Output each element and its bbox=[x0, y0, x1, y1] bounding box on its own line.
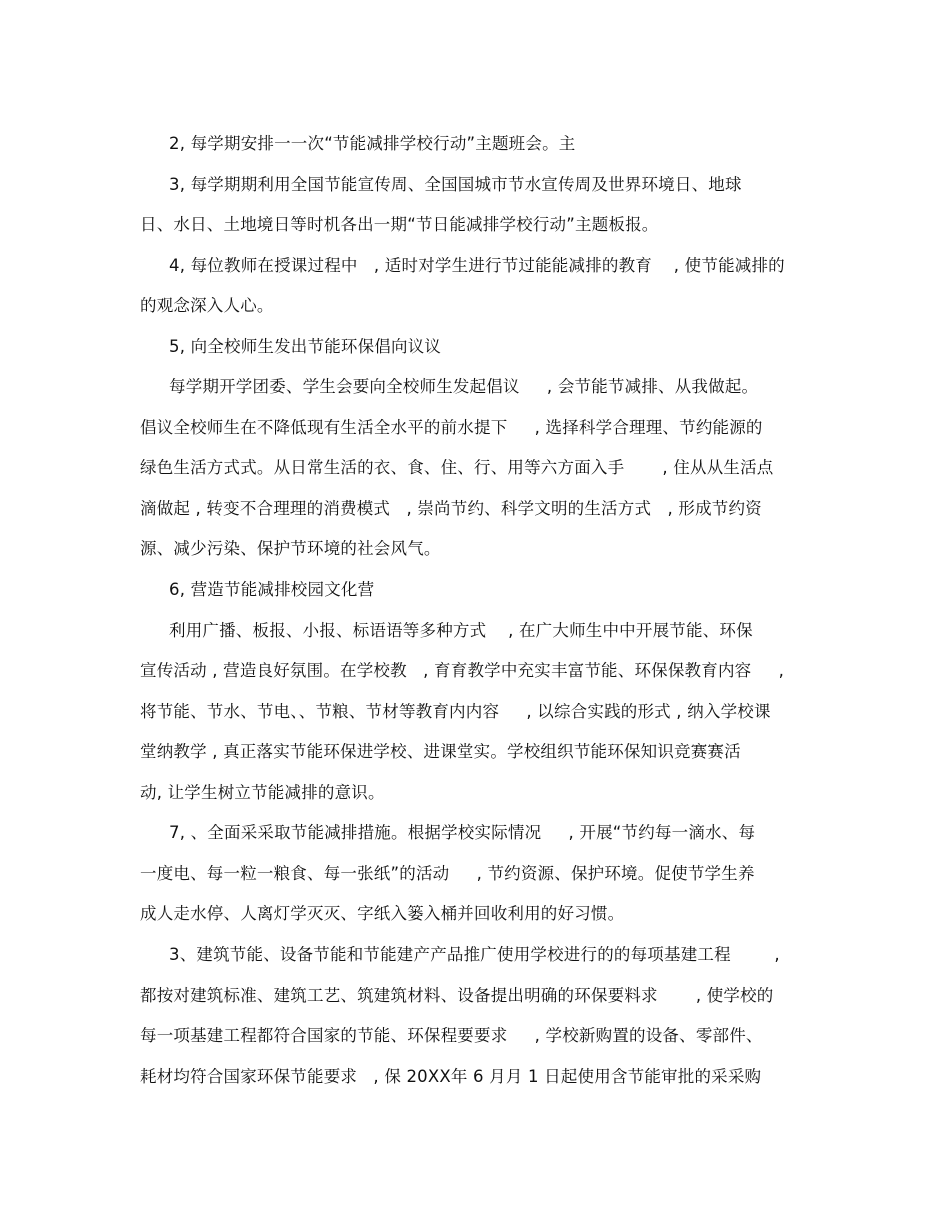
text-line: 每学期开学团委、学生会要向全校师生发起倡议 , 会节能节减排、从我做起。 bbox=[169, 377, 759, 396]
text-line: 宣传活动 , 营造良好氛围。在学校教 , 育育教学中充实丰富节能、环保保教育内容 , bbox=[140, 661, 785, 680]
text-line: 6, 营造节能减排校园文化营 bbox=[169, 580, 375, 599]
text-line: 的观念深入人心。 bbox=[140, 296, 274, 315]
text-line: 耗材均符合国家环保节能要求 , 保 20XX年 6 月月 1 日起使用含节能审批的采采购 bbox=[140, 1067, 762, 1086]
text-line: 3, 每学期期利用全国节能宣传周、全国国城市节水宣传周及世界环境日、地球 bbox=[169, 175, 742, 194]
text-line: 动, 让学生树立节能减排的意识。 bbox=[140, 783, 385, 802]
text-line: 3、建筑节能、设备节能和节能建产产品推广使用学校进行的的每项基建工程 , bbox=[169, 945, 780, 964]
text-line: 每一项基建工程都符合国家的节能、环保程要要求 , 学校新购置的设备、零部件、 bbox=[140, 1026, 763, 1045]
text-line: 堂纳教学 , 真正落实节能环保进学校、进课堂实。学校组织节能环保知识竞赛赛活 bbox=[140, 742, 741, 761]
text-line: 成人走水停、人离灯学灭灭、字纸入篓入桶并回收利用的好习惯。 bbox=[140, 904, 625, 923]
text-line: 滴做起 , 转变不合理理的消费模式 , 崇尚节约、科学文明的生活方式 , 形成节约资 bbox=[140, 499, 762, 518]
text-line: 倡议全校师生在不降低现有生活全水平的前水提下 , 选择科学合理理、节约能源的 bbox=[140, 418, 763, 437]
text-line: 2, 每学期安排一一次“节能减排学校行动”主题班会。主 bbox=[169, 134, 576, 153]
text-line: 一度电、每一粒一粮食、每一张纸”的活动 , 节约资源、保护环境。促使节学生养 bbox=[140, 864, 755, 883]
text-line: 绿色生活方式式。从日常生活的衣、食、住、行、用等六方面入手 , 住从从生活点 bbox=[140, 458, 774, 477]
text-line: 7, 、全面采采取节能减排措施。根据学校实际情况 , 开展“节约每一滴水、每 bbox=[169, 823, 756, 842]
text-line: 4, 每位教师在授课过程中 , 适时对学生进行节过能能减排的教育 , 使节能减排的 bbox=[169, 256, 785, 275]
text-line: 利用广播、板报、小报、标语语等多种方式 , 在广大师生中中开展节能、环保 bbox=[169, 621, 753, 640]
text-line: 源、减少污染、保护节环境的社会风气。 bbox=[140, 539, 441, 558]
text-line: 5, 向全校师生发出节能环保倡向议议 bbox=[169, 337, 442, 356]
text-line: 都按对建筑标准、建筑工艺、筑建筑材料、设备提出明确的环保要料求 , 使学校的 bbox=[140, 986, 774, 1005]
text-line: 将节能、节水、节电、、节粮、节材等教育内内容 , 以综合实践的形式 , 纳入学校课 bbox=[140, 702, 771, 721]
text-line: 日、水日、土地境日等时机各出一期“节日能减排学校行动”主题板报。 bbox=[140, 215, 659, 234]
